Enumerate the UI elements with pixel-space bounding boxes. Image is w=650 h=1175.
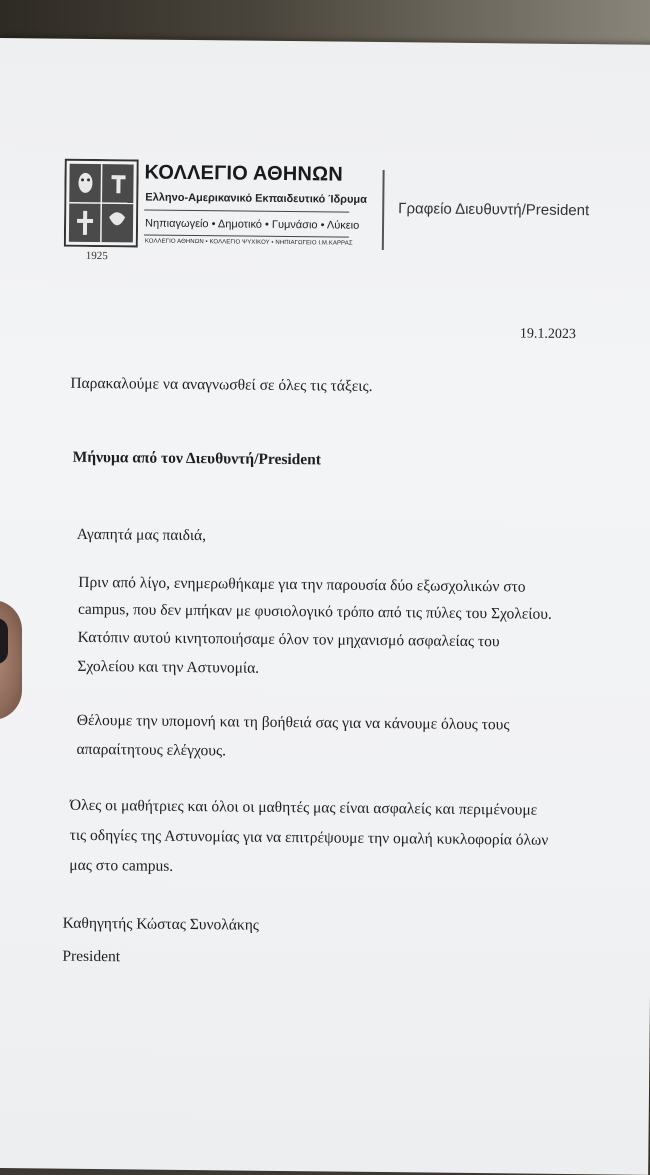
paragraph-1-line: Σχολείου και την Αστυνομία. <box>77 657 260 677</box>
letter-date: 19.1.2023 <box>519 326 577 343</box>
paragraph-1-line: Κατόπιν αυτού κινητοποιήσαμε όλον τον μηχανισμό ασφαλείας του <box>77 628 500 651</box>
school-crest-logo <box>64 159 139 248</box>
paragraph-1-line: campus, που δεν μπήκαν με φυσιολογικό τρόπο από τις πύλες του Σχολείου. <box>77 600 552 623</box>
fingernail <box>0 618 8 664</box>
paragraph-2-line: Θέλουμε την υπομονή και τη βοήθειά σας για να κάνουμε όλους τους <box>76 711 510 734</box>
signature-name: Καθηγητής Κώστας Συνολάκης <box>62 914 260 934</box>
letterhead-divider <box>144 210 349 213</box>
school-campuses: ΚΟΛΛΕΓΙΟ ΑΘΗΝΩΝ • ΚΟΛΛΕΓΙΟ ΨΥΧΙΚΟΥ • ΝΗΠΙΑΓΩΓΕΙΟ Ι.Μ.ΚΑΡΡΑΣ <box>144 238 353 247</box>
letterhead-divider <box>144 235 349 238</box>
greeting: Αγαπητά μας παιδιά, <box>76 525 207 545</box>
paragraph-2-line: απαραίτητους ελέγχους. <box>76 740 227 760</box>
office-title: Γραφείο Διευθυντή/President <box>398 200 590 220</box>
signature-title: President <box>62 947 121 966</box>
school-subtitle: Ελληνο-Αμερικανικό Εκπαιδευτικό Ίδρυμα <box>145 191 367 206</box>
read-aloud-instruction: Παρακαλούμε να αναγνωσθεί σε όλες τις τάξεις. <box>70 374 373 395</box>
school-name: ΚΟΛΛΕΓΙΟ ΑΘΗΝΩΝ <box>144 161 344 186</box>
paragraph-3-line: τις οδηγίες της Αστυνομίας για να επιτρέψουμε την ομαλή κυκλοφορία όλων <box>69 826 549 849</box>
founding-year: 1925 <box>85 249 108 263</box>
paragraph-3-line: Όλες οι μαθήτριες και όλοι οι μαθητές μας είναι ασφαλείς και περιμένουμε <box>69 796 538 819</box>
paragraph-3-line: μας στο campus. <box>69 856 174 875</box>
letter-page <box>0 38 650 1175</box>
school-levels: Νηπιαγωγείο • Δημοτικό • Γυμνάσιο • Λύκειο <box>145 217 360 232</box>
paragraph-1-line: Πριν από λίγο, ενημερωθήκαμε για την παρουσία δύο εξωσχολικών στο <box>78 573 526 596</box>
letterhead-separator <box>382 170 385 250</box>
message-heading: Μήνυμα από τον Διευθυντή/President <box>72 448 322 469</box>
